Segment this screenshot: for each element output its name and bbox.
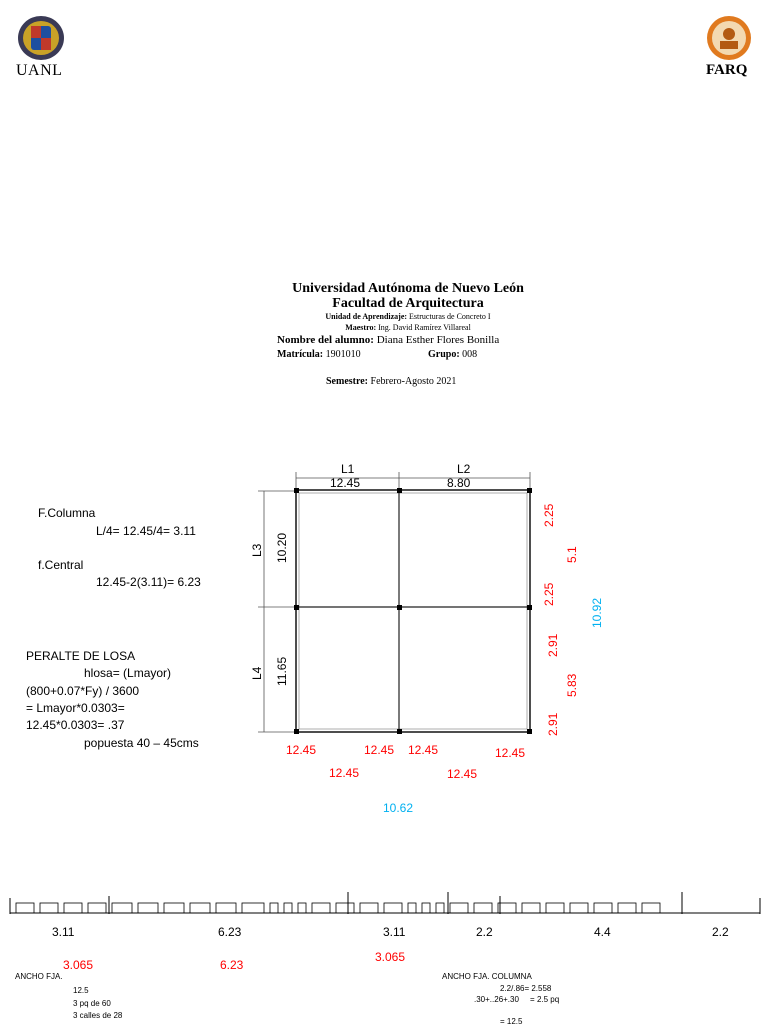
strip-cell [242,903,264,913]
strip-cell [570,903,588,913]
strip-cell [498,903,516,913]
strip-cell [164,903,184,913]
peralte-line-3: = Lmayor*0.0303= [26,701,125,715]
ancho-left-title: ANCHO FJA. [15,972,63,981]
ancho-left-line-2: 3 pq de 60 [73,999,111,1008]
strip-cell [436,903,444,913]
strip-cell [190,903,210,913]
strip-cell [642,903,660,913]
strip-cell [522,903,540,913]
right-value-2: 5.1 [565,546,579,563]
dim-top-right: 8.80 [447,476,471,490]
strip-cell [284,903,292,913]
strip-cell [16,903,34,913]
matricula-label: Matrícula: [277,349,324,360]
strip-cell [384,903,402,913]
ancho-left-line-3: 3 calles de 28 [73,1011,123,1020]
strip-label-3: 3.11 [383,925,406,939]
strip-cell [138,903,158,913]
strip-cell [298,903,306,913]
unidad-value: Estructuras de Concreto I [409,312,491,321]
ancho-left-line-1: 12.5 [73,986,89,995]
strip-cells [16,903,660,913]
label-l4: L4 [250,666,264,680]
strip-red-1: 3.065 [63,958,94,972]
strip-cell [450,903,468,913]
semestre-label: Semestre: [326,376,369,387]
dim-left-bottom: 11.65 [275,656,289,686]
peralte-title: PERALTE DE LOSA [26,649,136,663]
label-l2: L2 [457,462,471,476]
alumno-value: Diana Esther Flores Bonilla [376,334,500,346]
strip-label-5: 4.4 [594,925,611,939]
bottom-value-6: 12.45 [447,767,478,781]
ancho-right-title: ANCHO FJA. COLUMNA [442,972,532,981]
bottom-value-2: 12.45 [364,743,395,757]
strip-red-3: 3.065 [375,950,406,964]
peralte-line-1: hlosa= (Lmayor) [84,666,172,680]
ancho-right-line-3: = 12.5 [500,1017,523,1026]
faculty-name: Facultad de Arquitectura [332,296,484,311]
bottom-total: 10.62 [383,801,414,815]
ancho-right-line-1: 2.2/.86= 2.558 [500,984,552,993]
matricula-value: 1901010 [325,349,361,360]
strip-cell [360,903,378,913]
bottom-value-5: 12.45 [329,766,360,780]
label-l3: L3 [250,543,264,557]
peralte-line-4: 12.45*0.0303= .37 [26,718,125,732]
ancho-right-line-2: .30+..26+.30 = 2.5 pq [474,995,560,1004]
strip-cell [594,903,612,913]
semestre-value: Febrero-Agosto 2021 [370,376,457,387]
strip-cell [216,903,236,913]
fcolumna-formula: L/4= 12.45/4= 3.11 [96,524,196,538]
strip-cell [40,903,58,913]
dim-left-top: 10.20 [275,532,289,563]
strip-label-1: 3.11 [52,925,75,939]
maestro-value: Ing. David Ramírez Villareal [378,323,471,332]
right-value-5: 5.83 [565,673,579,697]
strip-cell [336,903,354,913]
bottom-value-3: 12.45 [408,743,439,757]
label-l1: L1 [341,462,355,476]
strip-cell [112,903,132,913]
strip-cell [546,903,564,913]
dim-top-left: 12.45 [330,476,361,490]
strip-cell [270,903,278,913]
right-value-6: 2.91 [546,712,560,736]
maestro-label: Maestro: [345,323,377,332]
right-total: 10.92 [590,597,604,628]
fcentral-title: f.Central [38,558,84,572]
fcolumna-title: F.Columna [38,506,96,520]
strip-cell [408,903,416,913]
grupo-value: 008 [462,349,478,360]
strip-label-2: 6.23 [218,925,242,939]
bottom-value-1: 12.45 [286,743,317,757]
strip-cell [64,903,82,913]
uanl-logo-text: UANL [16,62,63,79]
strip-label-6: 2.2 [712,925,729,939]
bottom-value-4: 12.45 [495,746,526,760]
farq-logo-text: FARQ [706,62,748,78]
strip-red-2: 6.23 [220,958,244,972]
right-value-3: 2.25 [542,582,556,606]
peralte-line-5: popuesta 40 – 45cms [84,736,199,750]
strip-cell [618,903,636,913]
strip-cell [88,903,106,913]
unidad-label: Unidad de Aprendizaje: [325,312,408,321]
strip-label-4: 2.2 [476,925,493,939]
peralte-line-2: (800+0.07*Fy) / 3600 [26,684,140,698]
right-value-4: 2.91 [546,633,560,657]
grupo-label: Grupo: [428,349,460,360]
university-name: Universidad Autónoma de Nuevo León [292,281,524,296]
fcentral-formula: 12.45-2(3.11)= 6.23 [96,575,201,589]
alumno-label: Nombre del alumno: [277,334,374,346]
right-value-1: 2.25 [542,503,556,527]
strip-cell [422,903,430,913]
strip-cell [474,903,492,913]
strip-cell [312,903,330,913]
